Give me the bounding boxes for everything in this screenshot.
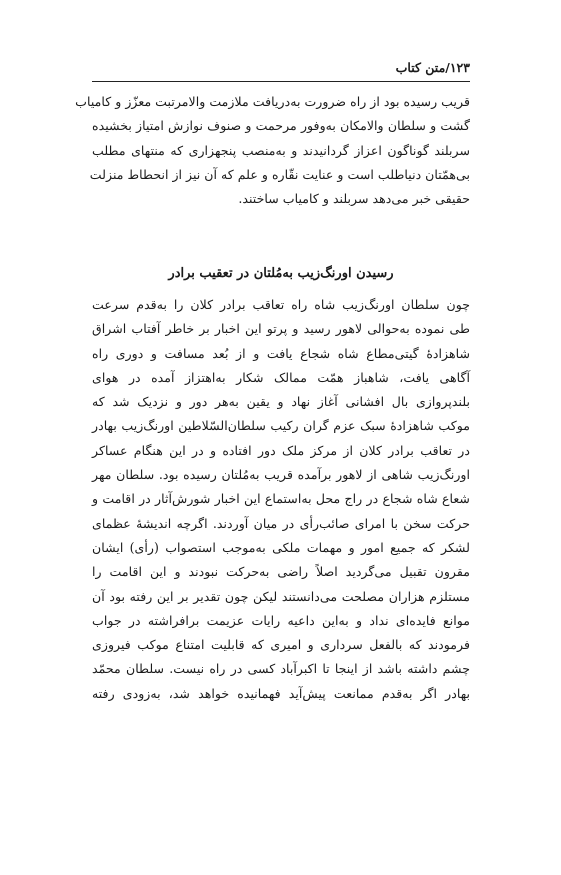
page-header <box>92 56 470 80</box>
paragraph-2 <box>92 293 470 706</box>
text-line: موانع فایده‌ای نداد و به‌این داعیه رایات عزیمت برافراشته در جواب <box>92 612 470 628</box>
text-line: لشکر که جمیع امور و مهمات ملکی به‌موجب استصواب (رأی) ایشان <box>92 539 470 555</box>
text-line: در تعاقب برادر کلان از مرکز ملک دور افتاده و در این هنگام عساکر <box>92 442 470 458</box>
text-line: بلندپروازی بال افشانی آغاز نهاد و یقین به‌هر دور و نزدیک شد که <box>92 394 470 410</box>
text-line: فرمودند که بالفعل سرداری و امیری که قابلیت امتناع موکب فیروزی <box>92 637 470 653</box>
text-line: سربلند گوناگون اعزاز گردانیدند و به‌منصب پنجهزاری که منتهای مطلب <box>92 142 470 158</box>
text-line: حقیقی خبر می‌دهد سربلند و کامیاب ساختند. <box>238 191 470 207</box>
text-line: شعاع شاه شجاع در راج محل به‌استماع این اخبار شورش‌آثار در اقامت و <box>92 491 470 507</box>
text-line: چون سلطان اورنگ‌زیب شاه راه تعاقب برادر کلان را به‌قدم سرعت <box>92 297 470 312</box>
paragraph-1 <box>75 90 470 211</box>
section-heading: رسیدن اورنگ‌زیب به‌مُلتان در تعقیب برادر <box>168 266 394 281</box>
text-line: گشت و سلطان والامکان به‌وفور مرحمت و صنوف نوازش امتیاز بخشیده <box>92 118 470 134</box>
running-title: ۱۲۳/متن کتاب <box>395 60 470 75</box>
text-line: حرکت سخن با امرای صائب‌رأی در میان آوردند. اگرچه اندیشهٔ عظمای <box>92 515 470 531</box>
text-line: اورنگ‌زیب شاهی از لاهور برآمده قریب به‌مُلتان رسیده بود. سلطان مهر <box>92 467 470 483</box>
text-line: طی نموده به‌حوالی لاهور رسید و پرتو این اخبار بر خاطر آفتاب اشراق <box>92 321 470 337</box>
text-line: شاهزادهٔ گیتی‌مطاع شاه شجاع یافت و از بُعد مسافت و دوری راه <box>92 345 470 361</box>
text-line: چشم داشته باشد از اینجا تا اکبرآباد کسی در راه نیست. سلطان محمّد <box>92 661 470 677</box>
text-line: آگاهی یافت، شاهباز همّت ممالک شکار به‌اهتزاز آمده در هوای <box>92 369 470 385</box>
text-line: مقرون تقبیل می‌گردید اصلاً راضی به‌حرکت نبودند و این اقامت را <box>92 564 470 580</box>
text-line: مستلزم هزاران مصلحت می‌دانستند لیکن چون تقدیر بر این رفته بود آن <box>92 588 470 604</box>
text-line: موکب شاهزادهٔ سبک عزم گران رکیب سلطان‌السّلاطین اورنگ‌زیب بهادر <box>92 418 470 434</box>
text-line: بهادر اگر به‌قدم ممانعت پیش‌آید فهمانیده خواهد شد، به‌زودی رفته <box>92 685 470 701</box>
header-divider <box>92 81 470 82</box>
text-line: بی‌همّتان دنیاطلب است و عنایت نقّاره و علم که آن نیز از انحطاط منزلت <box>89 166 470 182</box>
text-line: قریب رسیده بود از راه ضرورت به‌دریافت ملازمت والامرتبت معزّز و کامیاب <box>75 94 470 109</box>
